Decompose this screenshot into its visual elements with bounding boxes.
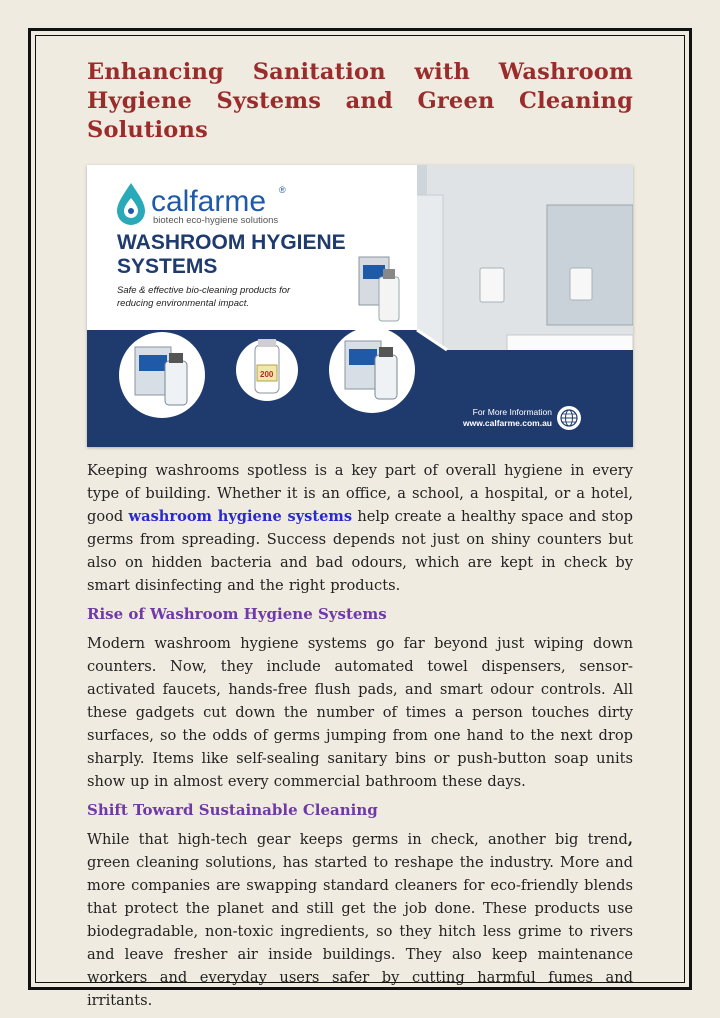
intro-text-start: Keeping washrooms spotless is a key part of overall hygiene in every type of building. Whether it is an office, a school, a hospital, or a hotel, good	[87, 462, 633, 525]
website-url: www.calfarme.com.au	[463, 418, 552, 428]
globe-icon	[557, 406, 581, 430]
product-circle-1	[119, 332, 205, 418]
section-rise-paragraph: Modern washroom hygiene systems go far beyond just wiping down counters. Now, they include automated towel dispensers, sensor-activated faucets, hands-free flush pads, and smart odour controls. All these gadgets cut down the number of times a person touches dirty surfaces, so the odds of germs jumping from one hand to the next drop sharply. Items like self-sealing sanitary bins or push-button soap units show up in almost every commercial bathroom these days.	[87, 635, 633, 790]
sustainable-bold-comma: ,	[627, 831, 633, 848]
mirror	[547, 205, 633, 325]
page-title: Enhancing Sanitation with Washroom Hygiene Systems and Green Cleaning Solutions	[87, 59, 633, 143]
document-body	[87, 58, 633, 1012]
brand-tm: ®	[279, 185, 286, 195]
hero-illustration	[87, 165, 633, 447]
intro-paragraph	[87, 459, 633, 597]
hero-subtext-line1: Safe & effective bio-cleaning products for	[117, 285, 291, 296]
brand-name: calfarme	[151, 185, 267, 218]
sustainable-text-start: While that high-tech gear keeps germs in check, another big trend	[87, 831, 628, 848]
product-circle-2	[236, 339, 298, 401]
product-circle-3	[329, 327, 415, 413]
intro-text-end: help create a healthy space and stop germs from spreading. Success depends not just on shiny counters but also on hidden bacteria and bad odours, which are kept in check by smart disinfecting and the right products.	[87, 508, 633, 594]
sustainable-text-end: green cleaning solutions, has started to reshape the industry. More and more companies are swapping standard cleaners for eco-friendly blends that protect the planet and still get the job done. These products use biodegradable, non-toxic ingredients, so they hitch less grime to rivers and leave fresher air inside buildings. They also keep maintenance workers and everyday users safer by cutting harmful fumes and irritants.	[87, 854, 633, 1009]
section-sustainable-paragraph	[87, 828, 633, 1012]
section-heading-sustainable: Shift Toward Sustainable Cleaning	[87, 801, 378, 819]
hero-subtext-line2: reducing environmental impact.	[117, 298, 250, 309]
hero-headline-line2: SYSTEMS	[117, 255, 218, 278]
brand-tagline: biotech eco-hygiene solutions	[153, 215, 279, 226]
bottle-label: 200	[260, 370, 274, 379]
section-heading-rise: Rise of Washroom Hygiene Systems	[87, 605, 387, 623]
towel-dispenser	[480, 268, 504, 302]
more-info-label: For More Information	[472, 407, 552, 417]
hero-headline-line1: WASHROOM HYGIENE	[117, 231, 346, 254]
washroom-hygiene-systems-link[interactable]: washroom hygiene systems	[128, 508, 353, 525]
hero-banner-image	[87, 165, 633, 447]
